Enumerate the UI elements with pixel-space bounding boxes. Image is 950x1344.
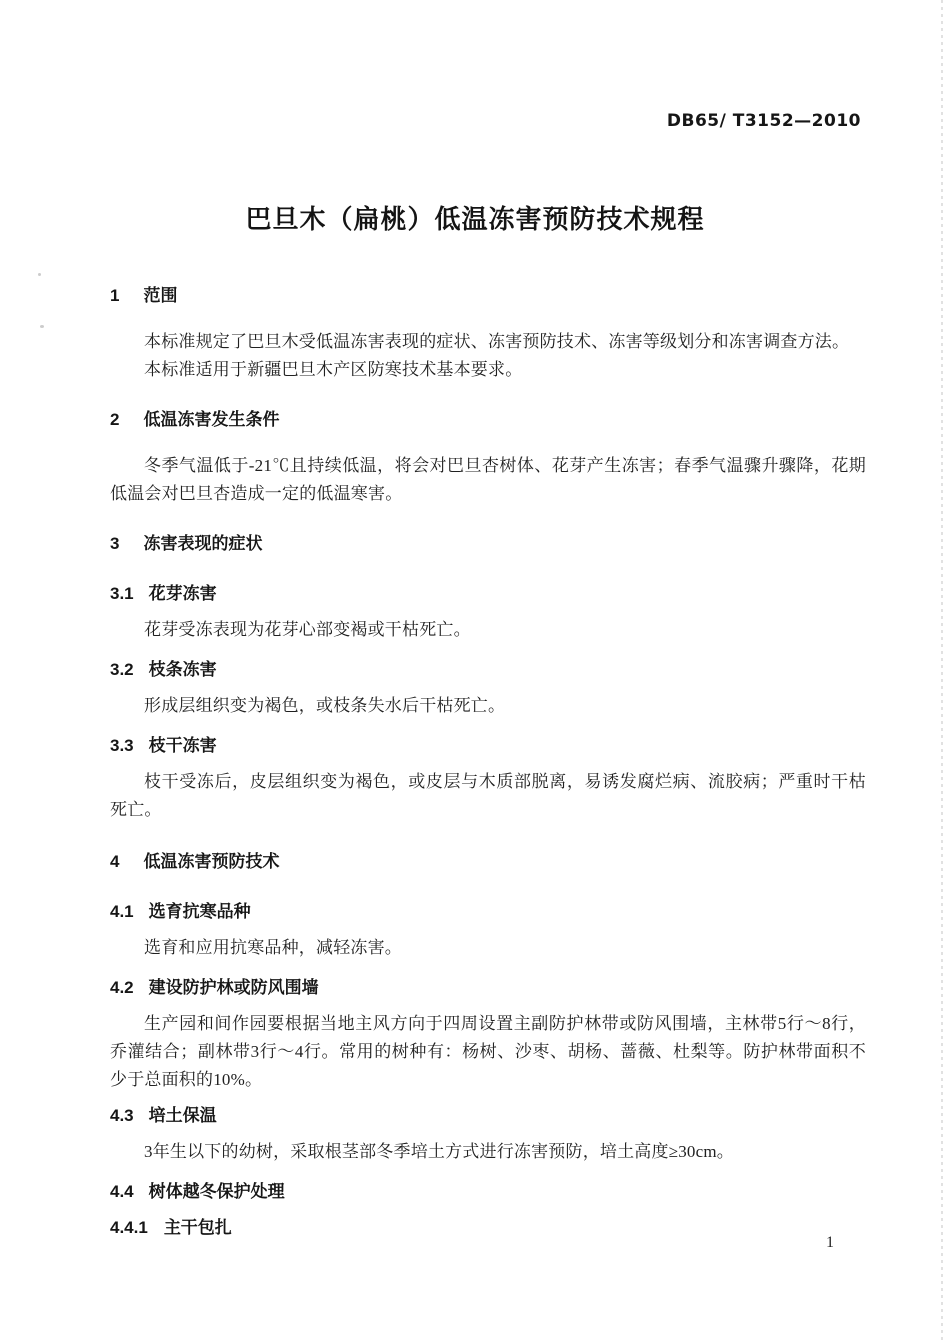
section-title: 培土保温 — [148, 1106, 217, 1125]
section-number: 3.2 — [110, 660, 134, 679]
section-heading-2 — [110, 406, 866, 434]
paragraph: 本标准规定了巴旦木受低温冻害表现的症状、冻害预防技术、冻害等级划分和冻害调查方法。 — [144, 332, 850, 351]
section-heading-3-3 — [110, 732, 866, 760]
section-number: 4.4.1 — [110, 1218, 148, 1237]
section-number: 4.3 — [110, 1106, 134, 1125]
section-heading-4-4 — [110, 1178, 866, 1206]
section-heading-4-2 — [110, 974, 866, 1002]
document-body — [110, 282, 866, 1242]
paragraph: 冬季气温低于-21℃且持续低温，将会对巴旦杏树体、花芽产生冻害；春季气温骤升骤降，花期低温会对巴旦杏造成一定的低温寒害。 — [110, 456, 866, 503]
section-heading-3-2 — [110, 656, 866, 684]
paragraph: 形成层组织变为褐色，或枝条失水后干枯死亡。 — [144, 696, 506, 715]
standard-code: DB65/ T3152—2010 — [666, 111, 861, 131]
section-heading-4 — [110, 848, 866, 876]
paragraph: 3年生以下的幼树，采取根茎部冬季培土方式进行冻害预防，培土高度≥30cm。 — [144, 1142, 734, 1161]
section-title: 树体越冬保护处理 — [148, 1182, 285, 1201]
scan-speck — [38, 273, 41, 276]
section-title: 选育抗寒品种 — [148, 902, 251, 921]
section-number: 2 — [110, 410, 120, 429]
paragraph: 枝干受冻后，皮层组织变为褐色，或皮层与木质部脱离，易诱发腐烂病、流胶病；严重时干枯死亡。 — [110, 772, 866, 819]
section-title: 低温冻害预防技术 — [143, 852, 280, 871]
section-title: 花芽冻害 — [148, 584, 217, 603]
paragraph: 本标准适用于新疆巴旦木产区防寒技术基本要求。 — [144, 360, 523, 379]
section-heading-3-1 — [110, 580, 866, 608]
section-title: 主干包扎 — [163, 1218, 232, 1237]
section-heading-4-4-1 — [110, 1214, 866, 1242]
section-title: 范围 — [143, 286, 178, 305]
section-title: 枝条冻害 — [148, 660, 217, 679]
section-number: 1 — [110, 286, 120, 305]
paragraph: 生产园和间作园要根据当地主风方向于四周设置主副防护林带或防风围墙，主林带5行～8行，乔灌结合；副林带3行～4行。常用的树种有：杨树、沙枣、胡杨、蔷薇、杜梨等。防护林带面积不少于总面积的10%。 — [110, 1014, 866, 1089]
section-heading-4-3 — [110, 1102, 866, 1130]
section-title: 建设防护林或防风围墙 — [148, 978, 319, 997]
section-number: 4.4 — [110, 1182, 134, 1201]
section-number: 4.1 — [110, 902, 134, 921]
section-title: 冻害表现的症状 — [143, 534, 263, 553]
section-number: 3.1 — [110, 584, 134, 603]
section-heading-3 — [110, 530, 866, 558]
section-title: 枝干冻害 — [148, 736, 217, 755]
section-heading-4-1 — [110, 898, 866, 926]
section-number: 3.3 — [110, 736, 134, 755]
paragraph: 花芽受冻表现为花芽心部变褐或干枯死亡。 — [144, 620, 471, 639]
section-number: 3 — [110, 534, 120, 553]
document-title: 巴旦木（扁桃）低温冻害预防技术规程 — [245, 204, 705, 234]
section-title: 低温冻害发生条件 — [143, 410, 280, 429]
scan-speck — [40, 325, 44, 328]
paragraph: 选育和应用抗寒品种，减轻冻害。 — [144, 938, 402, 957]
section-heading-1 — [110, 282, 866, 310]
page-number: 1 — [826, 1234, 834, 1251]
section-number: 4 — [110, 852, 120, 871]
section-number: 4.2 — [110, 978, 134, 997]
